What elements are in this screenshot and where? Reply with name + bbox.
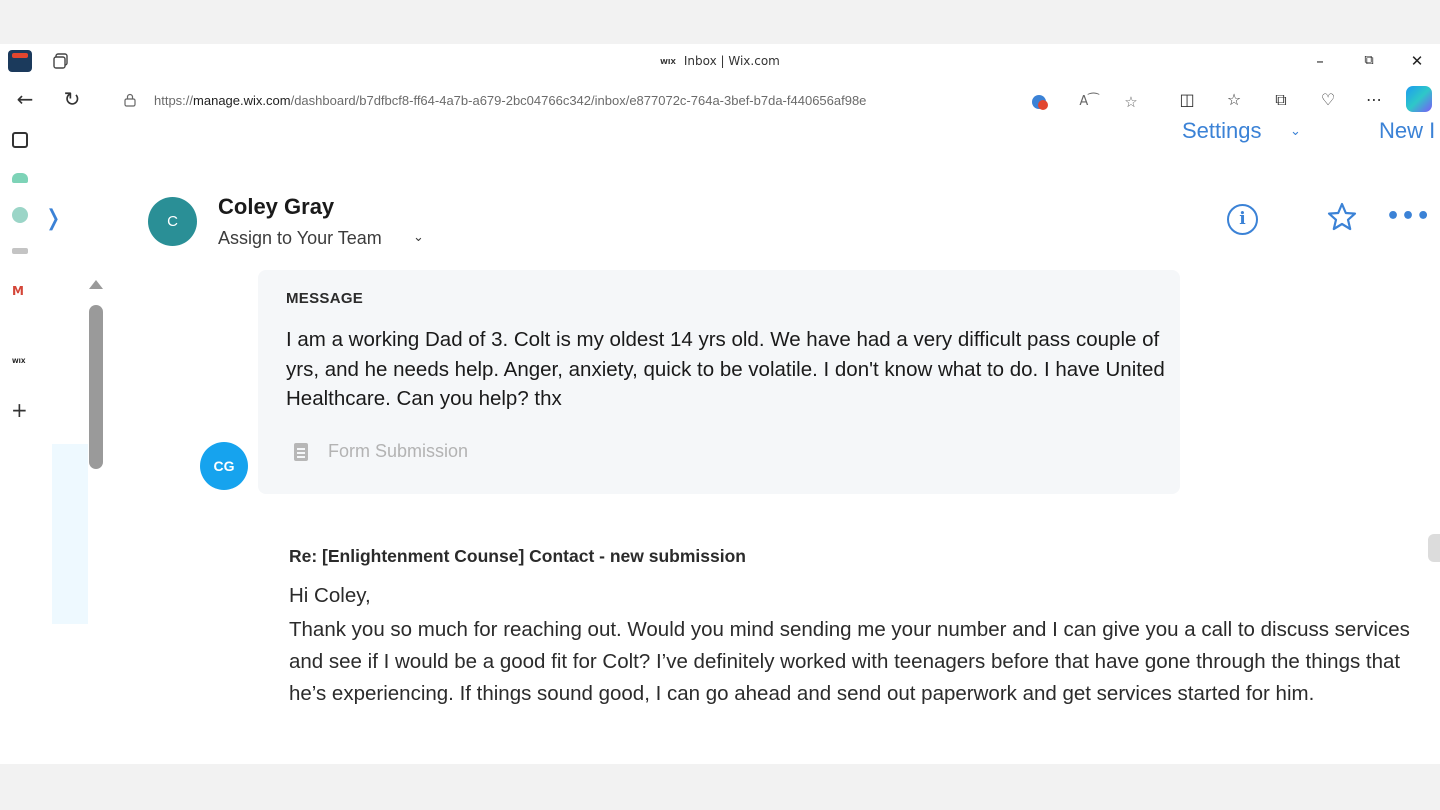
copilot-icon[interactable] [1406,86,1432,112]
add-sidebar-app-icon[interactable]: + [11,398,28,422]
lock-icon[interactable] [124,93,136,107]
right-panel-handle[interactable] [1428,534,1440,562]
gmail-icon[interactable]: M [12,284,24,298]
window-title [0,54,1440,68]
back-button[interactable]: ← [16,87,34,111]
sidebar-tab-icon[interactable] [12,132,28,148]
reply-greeting: Hi Coley, [289,584,371,607]
chevron-down-icon[interactable]: ⌄ [1290,124,1301,139]
sender-avatar: CG [200,442,248,490]
url-text[interactable] [154,93,866,108]
star-icon[interactable] [1327,202,1357,232]
title-bar [0,44,1440,80]
url-path: /dashboard/b7dfbcf8-ff64-4a7b-a679-2bc04766c342/inbox/e877072c-764a-3bef-b7da-f440656af98e [290,93,867,108]
collections-icon[interactable]: ⧉ [1275,90,1287,109]
info-icon[interactable]: i [1227,204,1258,235]
sidebar-search-icon[interactable] [12,207,28,223]
message-card [258,270,1180,494]
browser-essentials-icon[interactable]: ♡ [1320,90,1336,109]
more-actions-icon[interactable]: ••• [1386,204,1432,229]
chevron-down-icon[interactable]: ⌄ [413,230,424,245]
sidebar-tools-icon[interactable] [12,248,28,254]
favorite-star-icon[interactable]: ☆ [1124,93,1138,111]
split-screen-icon[interactable]: ◫ [1179,90,1195,109]
extension-badge-icon[interactable] [1030,92,1050,112]
clipboard-icon [294,443,308,461]
settings-dropdown[interactable]: Settings [1182,118,1262,143]
message-source: Form Submission [328,441,469,461]
address-bar[interactable] [116,84,1156,116]
browser-window [0,44,1440,764]
url-prefix: https:// [154,93,194,108]
window-title-text: Inbox | Wix.com [683,54,780,68]
contact-avatar[interactable]: C [148,197,197,246]
contact-name[interactable]: Coley Gray [218,194,335,219]
reply-subject: Re: [Enlightenment Counse] Contact - new submission [289,546,746,566]
message-label: MESSAGE [286,290,364,307]
read-aloud-icon[interactable]: A⁀ [1079,94,1099,109]
message-body: I am a working Dad of 3. Colt is my oldest 14 yrs old. We have had a very difficult pass couple of yrs, and he needs help. Anger, anxiety, quick to be volatile. I don't know what to do. I have United Healthcare. Can you help? thx [286,328,1165,410]
refresh-button[interactable]: ↻ [63,87,81,111]
sidebar-app-icon[interactable] [12,173,28,183]
wix-sidebar-icon[interactable]: WIX [12,358,26,365]
restore-button[interactable]: ⧉ [1364,53,1374,68]
minimize-button[interactable]: – [1316,52,1324,70]
reply-body: Thank you so much for reaching out. Would you mind sending me your number and I can give you a call to discuss services and see if I would be a good fit for Colt? I’ve definitely worked with teenagers before that have gone through the things that he’s experiencing. If things sound good, I can go ahead and send out paperwork and get services started for him. [289,618,1410,705]
favorites-icon[interactable]: ☆ [1226,90,1242,109]
browser-menu-icon[interactable]: ⋯ [1366,90,1382,109]
url-host: manage.wix.com [193,93,291,108]
browser-sidebar [0,118,40,764]
assign-team-dropdown[interactable]: Assign to Your Team [218,228,382,248]
new-button[interactable]: New I [1379,118,1436,143]
navigation-bar [0,80,1440,118]
close-button[interactable]: ✕ [1410,52,1424,70]
scrollbar-thumb[interactable] [89,305,103,469]
wix-favicon-icon: WIX [660,57,676,66]
scroll-up-arrow[interactable] [89,280,103,289]
inbox-list-panel-edge [52,444,88,624]
search-icon[interactable]: ❭ [44,206,63,231]
